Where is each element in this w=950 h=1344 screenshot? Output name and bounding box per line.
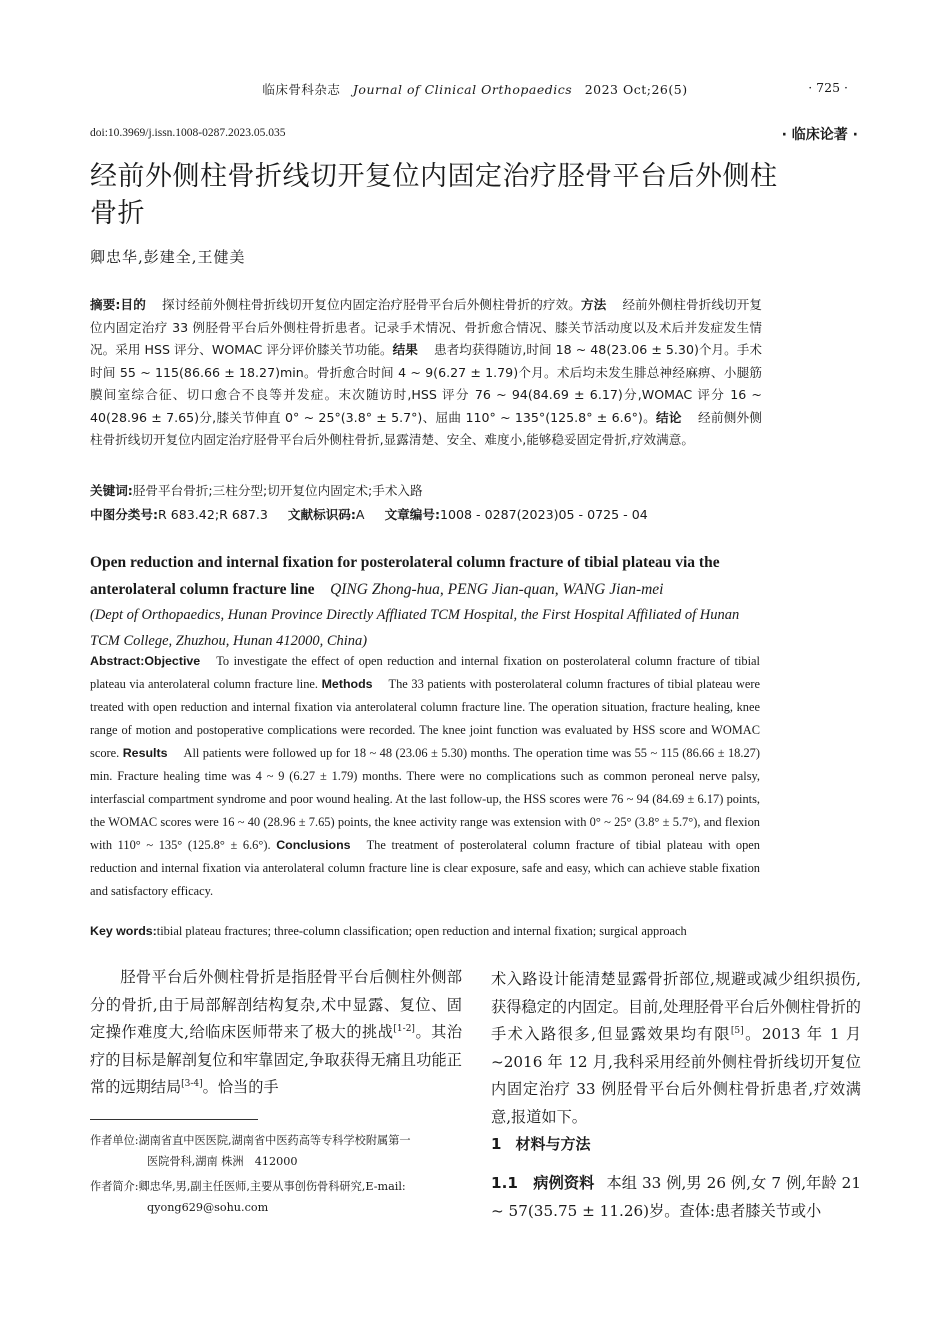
- keywords-label-zh: 关键词:: [90, 483, 133, 498]
- page-number: · 725 ·: [808, 80, 848, 95]
- citation-1-2: [1-2]: [393, 1024, 415, 1034]
- clc-label: 中图分类号:: [90, 507, 159, 522]
- results-label-zh: 结果: [392, 342, 418, 357]
- authors-zh: 卿忠华,彭建全,王健美: [90, 248, 246, 266]
- abstract-label-zh: 摘要:: [90, 297, 121, 312]
- conclusion-label-zh: 结论: [655, 409, 682, 425]
- subsection-case-data: [491, 1170, 861, 1225]
- footnote-email: qyong629@sohu.com: [147, 1201, 269, 1214]
- journal-name-en: Journal of Clinical Orthopaedics: [352, 82, 573, 97]
- journal-name: [90, 80, 860, 98]
- footnote-bio-line1: 卿忠华,男,副主任医师,主要从事创伤骨科研究,E-mail:: [138, 1180, 406, 1193]
- footnote-unit-line2: 医院骨科,湖南 株洲 412000: [147, 1155, 298, 1168]
- footnote-divider: [90, 1119, 258, 1120]
- affiliation-en: (Dept of Orthopaedics, Hunan Province Directly Affliated TCM Hospital, the First Hospital Affiliated of Hunan TCM College, Zhuzhou, Hunan 412000, China): [90, 607, 740, 649]
- keywords-en: [90, 924, 770, 939]
- clc-value: R 683.42;R 687.3: [158, 507, 268, 522]
- results-label-en: Results: [122, 746, 168, 760]
- section-number: 1: [491, 1135, 502, 1153]
- doc-code-value: A: [355, 507, 365, 522]
- title-en-text: Open reduction and internal fixation for posterolateral column fracture of tibial plateau via the anterolateral column fracture line: [90, 554, 720, 598]
- methods-text-en: The 33 patients with posterolateral column fractures of tibial plateau were treated with open reduction and internal fixation via anterolateral column fracture line. The operation situation, fracture healing, knee range of motion and postoperative complications were recorded. The knee joint function was evaluated by HSS score and WOMAC score.: [90, 677, 761, 760]
- conclusions-label-en: Conclusions: [276, 838, 351, 852]
- section-heading: [491, 1133, 590, 1154]
- classification-line: [90, 504, 762, 523]
- footnote-unit-line1: 湖南省直中医医院,湖南省中医药高等专科学校附属第一: [138, 1134, 411, 1147]
- subsection-text: 本组 33 例,男 26 例,女 7 例,年龄 21 ~ 57(35.75 ± 11.26)岁。查体:患者膝关节或小: [491, 1174, 861, 1220]
- column-tag: · 临床论著 ·: [781, 127, 858, 143]
- intro-text-b: 。其治疗的目标是解剖复位和牢靠固定,争取获得无痛且功能正常的远期结局: [90, 1023, 463, 1096]
- abstract-label-en: Abstract:: [90, 654, 145, 668]
- article-number-value: 1008 - 0287(2023)05 - 0725 - 04: [439, 507, 648, 522]
- methods-label-en: Methods: [321, 677, 373, 691]
- intro-text-a: 胫骨平台后外侧柱骨折是指胫骨平台后侧柱外侧部分的骨折,由于局部解剖结构复杂,术中显露、复位、固定操作难度大,给临床医师带来了极大的挑战: [90, 968, 462, 1041]
- subsection-label: 1.1 病例资料: [491, 1174, 595, 1192]
- abstract-zh: [90, 294, 762, 452]
- abstract-en: [90, 650, 760, 903]
- keywords-text-zh: 胫骨平台骨折;三柱分型;切开复位内固定术;手术入路: [132, 483, 423, 498]
- section-title: 材料与方法: [515, 1135, 591, 1153]
- keywords-label-en: Key words:: [90, 924, 157, 938]
- results-text-zh: 患者均获得随访,时间 18 ~ 48(23.06 ± 5.30)个月。手术时间 55 ~ 115(86.66 ± 18.27)min。骨折愈合时间 4 ~ 9(6.27 ± 1.79)个月。术后均未发生腓总神经麻痹、小腿筋膜间室综合征、切口愈合不良等并发症。末次随访时,HSS 评分 76 ~ 94(84.69 ± 6.17)分,WOMAC 评分 16 ~ 40(28.96 ± 7.65)分,膝关节伸直 0° ~ 25°(3.8° ± 5.7°)、屈曲 110° ~ 135°(125.8° ± 6.6°)。: [90, 342, 762, 425]
- body-right-column: [491, 966, 861, 1131]
- footnote-affiliation: [90, 1130, 470, 1172]
- authors-en: QING Zhong-hua, PENG Jian-quan, WANG Jian-mei: [330, 581, 664, 598]
- journal-issue: 2023 Oct;26(5): [584, 82, 688, 97]
- conclusion-text-zh: 经前侧外侧柱骨折线切开复位内固定治疗胫骨平台后外侧柱骨折,显露清楚、安全、难度小,能够稳妥固定骨折,疗效满意。: [90, 409, 763, 447]
- keywords-text-en: tibial plateau fractures; three-column classification; open reduction and internal fixation; surgical approach: [156, 924, 687, 938]
- keywords-zh: [90, 480, 762, 499]
- body-left-column: [90, 964, 462, 1102]
- objective-text-en: To investigate the effect of open reduction and internal fixation on posterolateral column fracture of tibial plateau via anterolateral column fracture line.: [90, 654, 760, 691]
- doi: doi:10.3969/j.issn.1008-0287.2023.05.035: [90, 127, 286, 139]
- citation-3-4: [3-4]: [181, 1079, 203, 1089]
- right-text-a: 术入路设计能清楚显露骨折部位,规避或减少组织损伤,获得稳定的内固定。目前,处理胫骨平台后外侧柱骨折的手术入路很多,但显露效果均有限: [491, 970, 861, 1043]
- objective-label-en: Objective: [144, 654, 201, 668]
- methods-label-zh: 方法: [580, 297, 607, 312]
- results-text-en: All patients were followed up for 18 ~ 48 (23.06 ± 5.30) months. The operation time was 55 ~ 115 (86.66 ± 18.27) min. Fracture healing time was 4 ~ 9 (6.27 ± 1.79) months. There were no complications such as common peroneal nerve palsy, interfascial compartment syndrome and poor wound healing. At the last follow-up, the HSS scores were 76 ~ 94 (84.69 ± 6.17) points, the WOMAC scores were 16 ~ 40 (28.96 ± 7.65) points, the knee activity range was extension with 0° ~ 25° (3.8° ± 5.7°), and flexion with 110° ~ 135° (125.8° ± 6.6°).: [90, 746, 760, 852]
- article-title-zh: 经前外侧柱骨折线切开复位内固定治疗胫骨平台后外侧柱骨折: [90, 161, 778, 229]
- footnote-bio-label: 作者简介:: [90, 1180, 139, 1193]
- journal-name-zh: 临床骨科杂志: [262, 82, 341, 97]
- right-text-b: 。2013 年 1 月 ~2016 年 12 月,我科采用经前外侧柱骨折线切开复位内固定治疗 33 例胫骨平台后外侧柱骨折患者,疗效满意,报道如下。: [491, 1025, 862, 1126]
- citation-5: [5]: [730, 1026, 744, 1036]
- footnote-unit-label: 作者单位:: [90, 1134, 139, 1147]
- objective-text-zh: 探讨经前外侧柱骨折线切开复位内固定治疗胫骨平台后外侧柱骨折的疗效。: [161, 297, 581, 312]
- intro-text-c: 。恰当的手: [202, 1078, 279, 1096]
- article-title-en: [90, 549, 770, 603]
- methods-text-zh: 经前外侧柱骨折线切开复位内固定治疗 33 例胫骨平台后外侧柱骨折患者。记录手术情况、骨折愈合情况、膝关节活动度以及术后并发症发生情况。采用 HSS 评分、WOMAC 评分评价膝关节功能。: [90, 297, 763, 357]
- conclusions-text-en: The treatment of posterolateral column fracture of tibial plateau with open reduction and internal fixation via anterolateral column fracture line is clear exposure, safe and easy, which can achieve stable fixation and satisfactory efficacy.: [90, 838, 760, 898]
- article-number-label: 文章编号:: [384, 507, 440, 522]
- doc-code-label: 文献标识码:: [287, 507, 356, 522]
- objective-label-zh: 目的: [120, 297, 146, 312]
- running-head: [90, 80, 860, 100]
- footnote-author-bio: [90, 1176, 470, 1218]
